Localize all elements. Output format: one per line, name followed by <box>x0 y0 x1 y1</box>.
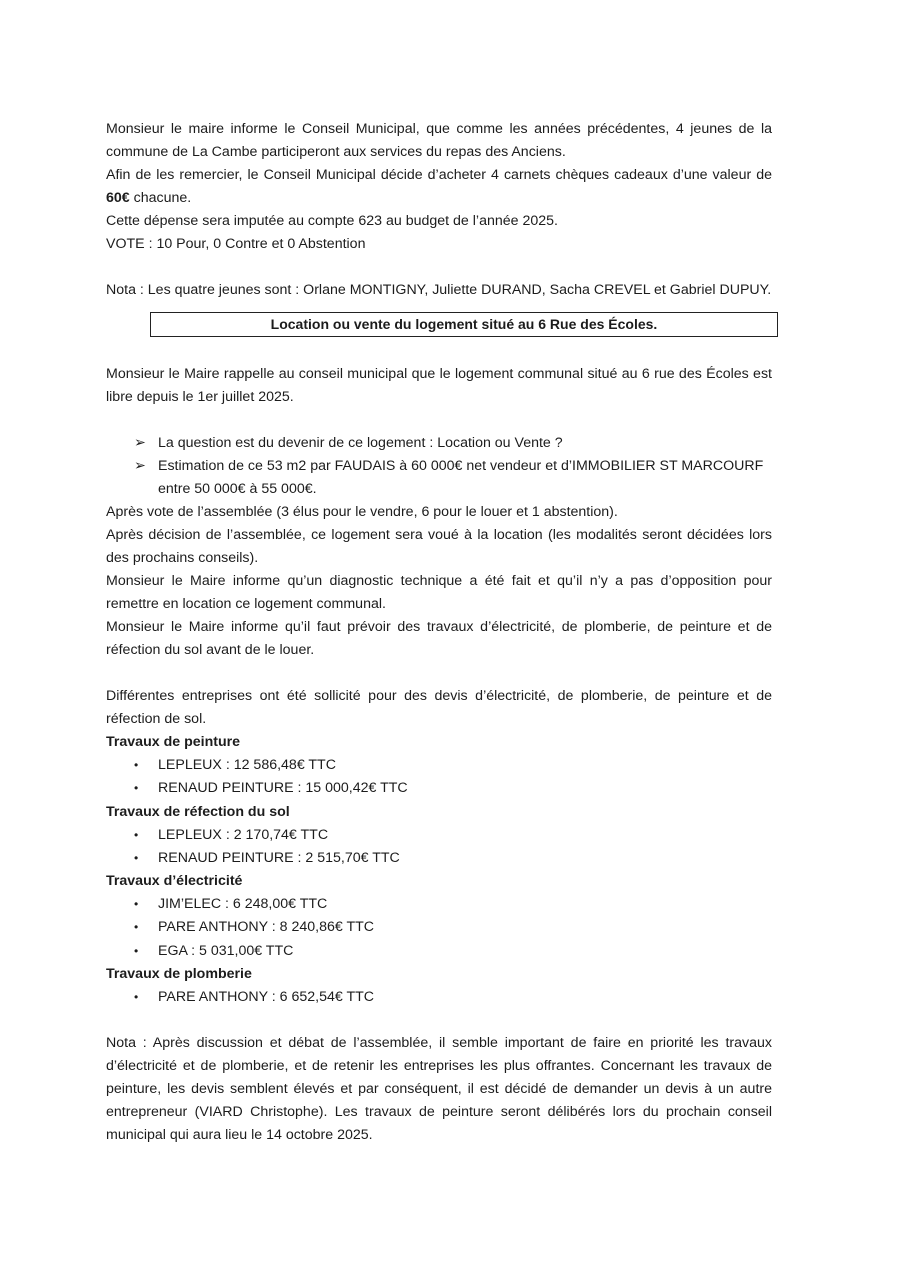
dot-bullet-icon: • <box>134 781 139 796</box>
paragraph-diagnostic: Monsieur le Maire informe qu’un diagnostic technique a été fait et qu’il n’y a pas d’opposition pour remettre en location ce logement communal. <box>106 573 772 612</box>
quote-item <box>134 824 772 847</box>
quote-item <box>134 893 772 916</box>
arrow-list-item <box>134 455 772 501</box>
arrow-bullet-icon: ➢ <box>134 435 146 451</box>
dot-bullet-icon: • <box>134 897 139 912</box>
quote-item <box>134 916 772 939</box>
dot-bullet-icon: • <box>134 827 139 842</box>
quote-list-sol <box>106 824 772 871</box>
quote-list-electricite <box>106 893 772 963</box>
dot-bullet-icon: • <box>134 758 139 772</box>
cheque-amount: 60€ <box>106 190 130 206</box>
paragraph-vote: Après vote de l’assemblée (3 élus pour le vendre, 6 pour le louer et 1 abstention). <box>106 504 618 520</box>
paragraph-logement: Monsieur le Maire rappelle au conseil municipal que le logement communal situé au 6 rue des Écoles est libre depuis le 1er juillet 2025. <box>106 366 772 405</box>
paragraph-depense: Cette dépense sera imputée au compte 623 au budget de l’année 2025. <box>106 213 558 229</box>
quote-text: PARE ANTHONY : 6 652,54€ TTC <box>158 989 375 1006</box>
nota-jeunes: Nota : Les quatre jeunes sont : Orlane MONTIGNY, Juliette DURAND, Sacha CREVEL et Gabriel DUPUY. <box>106 282 772 298</box>
dot-bullet-icon: • <box>134 943 139 958</box>
cheques-text-end: chacune. <box>129 190 192 206</box>
dot-bullet-icon: • <box>134 920 139 935</box>
paragraph-travaux: Monsieur le Maire informe qu’il faut prévoir des travaux d’électricité, de plomberie, de peinture et de réfection du sol avant de le louer. <box>106 619 772 658</box>
quote-item <box>134 986 772 1009</box>
quote-text: RENAUD PEINTURE : 15 000,42€ TTC <box>158 780 408 797</box>
quote-item <box>134 754 772 777</box>
quote-text: PARE ANTHONY : 8 240,86€ TTC <box>158 919 375 936</box>
vote-result: VOTE : 10 Pour, 0 Contre et 0 Abstention <box>106 236 366 252</box>
quote-text: EGA : 5 031,00€ TTC <box>158 942 294 959</box>
dot-bullet-icon: • <box>134 990 139 1005</box>
section-title: Location ou vente du logement situé au 6 Rue des Écoles. <box>270 316 658 332</box>
quote-list-peinture <box>106 754 772 801</box>
arrow-list <box>106 432 772 501</box>
paragraph-jeunes: Monsieur le maire informe le Conseil Municipal, que comme les années précédentes, 4 jeunes de la commune de La Cambe participeront aux services du repas des Anciens. <box>106 121 772 160</box>
nota-conclusion: Nota : Après discussion et débat de l’assemblée, il semble important de faire en priorité les travaux d’électricité et de plomberie, et de retenir les entreprises les plus offrantes. Concernant les travaux de peinture, les devis semblent élevés et par conséquent, il est décidé de demander un devis à un autre entrepreneur (VIARD Christophe). Les travaux de peinture seront délibérés lors du prochain conseil municipal qui aura lieu le 14 octobre 2025. <box>106 1035 772 1144</box>
quote-text: RENAUD PEINTURE : 2 515,70€ TTC <box>158 849 400 866</box>
dot-bullet-icon: • <box>134 850 139 865</box>
arrow-list-item <box>134 432 772 455</box>
paragraph-devis: Différentes entreprises ont été sollicité pour des devis d’électricité, de plomberie, de peinture et de réfection de sol. <box>106 688 772 727</box>
quote-item <box>134 940 772 963</box>
arrow-item-text: La question est du devenir de ce logement : Location ou Vente ? <box>158 435 563 451</box>
arrow-bullet-icon: ➢ <box>134 458 146 474</box>
quote-text: LEPLEUX : 2 170,74€ TTC <box>158 826 329 843</box>
works-heading-sol: Travaux de réfection du sol <box>106 803 290 820</box>
document-page <box>106 118 772 1147</box>
quote-list-plomberie <box>106 986 772 1009</box>
works-heading-plomberie: Travaux de plomberie <box>106 966 252 983</box>
section-title-box <box>150 312 778 337</box>
paragraph-decision: Après décision de l’assemblée, ce logement sera voué à la location (les modalités seront décidées lors des prochains conseils). <box>106 527 772 566</box>
quote-item <box>134 847 772 870</box>
quote-item <box>134 777 772 800</box>
paragraph-cheques <box>106 164 772 210</box>
quote-text: JIM’ELEC : 6 248,00€ TTC <box>158 896 328 913</box>
arrow-item-text: Estimation de ce 53 m2 par FAUDAIS à 60 000€ net vendeur et d’IMMOBILIER ST MARCOURF entre 50 000€ à 55 000€. <box>158 458 764 497</box>
works-heading-electricite: Travaux d’électricité <box>106 873 243 890</box>
cheques-text-start: Afin de les remercier, le Conseil Municipal décide d’acheter 4 carnets chèques cadeaux d’une valeur de <box>106 167 772 183</box>
works-heading-peinture: Travaux de peinture <box>106 734 241 750</box>
quote-text: LEPLEUX : 12 586,48€ TTC <box>158 757 336 773</box>
